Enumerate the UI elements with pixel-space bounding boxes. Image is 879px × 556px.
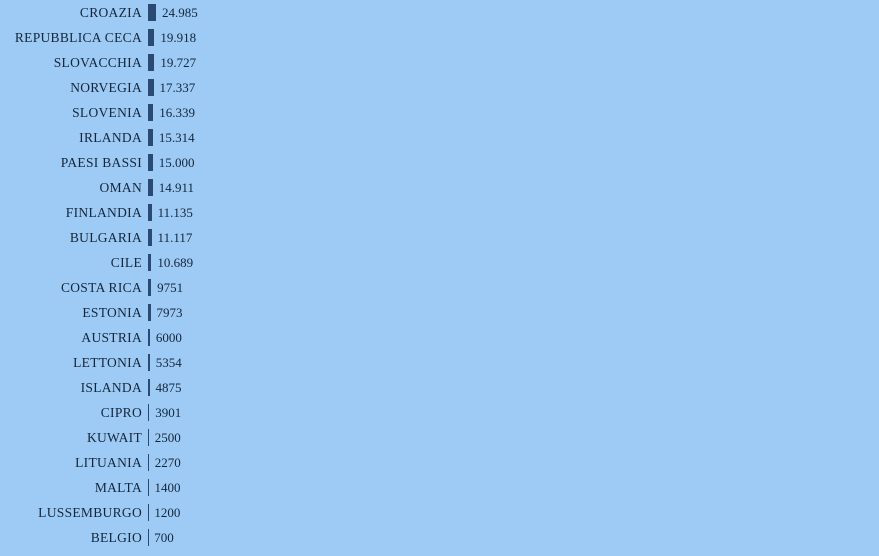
bar-category-label: MALTA bbox=[94, 479, 142, 495]
bar-row bbox=[0, 150, 879, 175]
bar-row bbox=[0, 450, 879, 475]
bar-row bbox=[0, 400, 879, 425]
bar-category-label: COSTA RICA bbox=[60, 279, 142, 295]
bar-value-label: 15.000 bbox=[158, 154, 195, 170]
bar-row bbox=[0, 425, 879, 450]
bar-value-label: 24.985 bbox=[162, 4, 198, 20]
bar-category-label: LETTONIA bbox=[73, 354, 142, 370]
bar-track bbox=[148, 75, 879, 100]
bar-value-label: 700 bbox=[154, 529, 174, 545]
bar-track bbox=[148, 200, 879, 225]
bar-row bbox=[0, 100, 879, 125]
bar-row bbox=[0, 375, 879, 400]
bar-value-label: 17.337 bbox=[159, 79, 196, 95]
bar-category-label: LUSSEMBURGO bbox=[38, 504, 142, 520]
bar-value-label: 1200 bbox=[154, 504, 181, 520]
bar-track bbox=[148, 50, 879, 75]
bar-track bbox=[148, 525, 879, 550]
bar-row bbox=[0, 125, 879, 150]
bar-row bbox=[0, 25, 879, 50]
bar-category-label: BULGARIA bbox=[69, 229, 142, 245]
bar-track bbox=[148, 275, 879, 300]
bar-category-label: CILE bbox=[110, 254, 142, 270]
bar-value-label: 11.135 bbox=[157, 204, 193, 220]
bar-value-label: 16.339 bbox=[159, 104, 195, 120]
bar-value-label: 9751 bbox=[157, 279, 184, 295]
bar-track bbox=[148, 475, 879, 500]
bar-track bbox=[148, 125, 879, 150]
bar-category-label: AUSTRIA bbox=[81, 329, 142, 345]
bar-track bbox=[148, 400, 879, 425]
bar-category-label: PAESI BASSI bbox=[60, 154, 142, 170]
bar-value-label: 7973 bbox=[156, 304, 183, 320]
bar-track bbox=[148, 350, 879, 375]
bar-row bbox=[0, 0, 879, 25]
bar-row bbox=[0, 250, 879, 275]
bar-category-label: SLOVACCHIA bbox=[53, 54, 142, 70]
bar-track bbox=[148, 300, 879, 325]
bar-category-label: SLOVENIA bbox=[72, 104, 142, 120]
bar-row bbox=[0, 75, 879, 100]
bar-value-label: 6000 bbox=[155, 329, 182, 345]
bar-category-label: BELGIO bbox=[90, 529, 142, 545]
bar bbox=[148, 4, 156, 21]
bar-value-label: 4875 bbox=[155, 379, 182, 395]
bar-category-label: REPUBBLICA CECA bbox=[14, 29, 142, 45]
bar-value-label: 19.727 bbox=[160, 54, 197, 70]
bar-value-label: 10.689 bbox=[157, 254, 194, 270]
bar-category-label: LITUANIA bbox=[75, 454, 142, 470]
bar-track bbox=[148, 100, 879, 125]
bar-row bbox=[0, 500, 879, 525]
bar-row bbox=[0, 200, 879, 225]
bar-category-label: ISLANDA bbox=[80, 379, 142, 395]
bar-value-label: 2270 bbox=[154, 454, 181, 470]
bar-row bbox=[0, 175, 879, 200]
bar-category-label: FINLANDIA bbox=[65, 204, 142, 220]
bar-row bbox=[0, 475, 879, 500]
bar-row bbox=[0, 275, 879, 300]
bar-row bbox=[0, 300, 879, 325]
bar-category-label: ESTONIA bbox=[82, 304, 142, 320]
bar-value-label: 3901 bbox=[155, 404, 182, 420]
bar-value-label: 19.918 bbox=[160, 29, 197, 45]
bar-track bbox=[148, 25, 879, 50]
bar-track bbox=[148, 150, 879, 175]
bar-category-label: NORVEGIA bbox=[70, 79, 142, 95]
bar-row bbox=[0, 325, 879, 350]
bar-row bbox=[0, 50, 879, 75]
bar-category-label: CROAZIA bbox=[79, 4, 142, 20]
bar-category-label: IRLANDA bbox=[79, 129, 142, 145]
bar-track bbox=[148, 225, 879, 250]
bar-track bbox=[148, 250, 879, 275]
bar-value-label: 14.911 bbox=[158, 179, 195, 195]
bar-track bbox=[148, 175, 879, 200]
bar-track bbox=[148, 500, 879, 525]
bar-value-label: 1400 bbox=[154, 479, 181, 495]
bar-track bbox=[148, 0, 879, 25]
bar-row bbox=[0, 225, 879, 250]
bar-value-label: 15.314 bbox=[158, 129, 195, 145]
bar-track bbox=[148, 375, 879, 400]
bar-value-label: 5354 bbox=[155, 354, 182, 370]
bar-value-label: 2500 bbox=[154, 429, 181, 445]
bar-value-label: 11.117 bbox=[157, 229, 193, 245]
bar-row bbox=[0, 350, 879, 375]
bar-row bbox=[0, 525, 879, 550]
bar-track bbox=[148, 425, 879, 450]
bar-category-label: OMAN bbox=[99, 179, 142, 195]
bar-track bbox=[148, 325, 879, 350]
bar-track bbox=[148, 450, 879, 475]
bar-category-label: KUWAIT bbox=[86, 429, 142, 445]
bar-category-label: CIPRO bbox=[100, 404, 142, 420]
